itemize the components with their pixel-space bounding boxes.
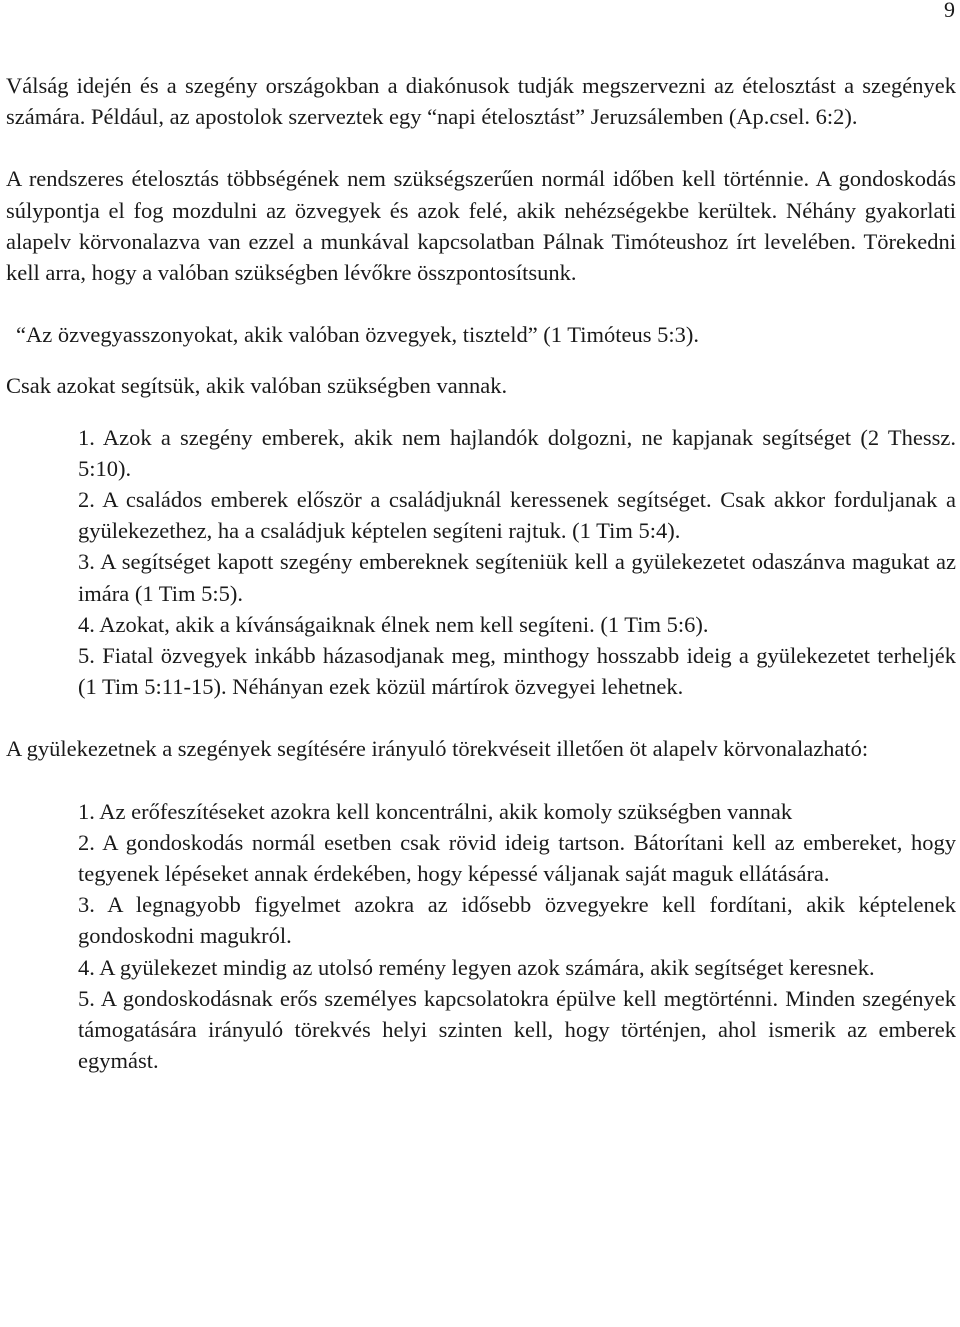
paragraph-five-principles: A gyülekezetnek a szegények segítésére irányuló törekvéseit illetően öt alapelv körvonalazható: [6,736,869,762]
list-item: 1. Azok a szegény emberek, akik nem hajlandók dolgozni, ne kapjanak segítséget (2 Thessz. 5:10). [78,424,956,481]
scripture-quote: “Az özvegyasszonyokat, akik valóban özvegyek, tiszteld” (1 Timóteus 5:3). [16,322,699,348]
list-item: 2. A családos emberek először a családjuknál keressenek segítséget. Csak akkor forduljanak a gyülekezethez, ha a családjuk képtelen segíteni rajtuk. (1 Tim 5:4). [78,487,956,544]
principles-list-church [6,796,956,1077]
list-item: 2. A gondoskodás normál esetben csak rövid ideig tartson. Bátorítani kell az embereket, hogy tegyenek lépéseket annak érdekében, hogy képessé váljanak saját maguk ellátására. [78,829,956,887]
paragraph-regular-distribution: A rendszeres ételosztás többségének nem szükségszerűen normál időben kell történnie. A gondoskodás súlypontja el fog mozdulni az özvegyek és azok felé, akik nehézségekbe kerültek. Néhány gyakorlati alapelv körvonalazva van ezzel a munkával kapcsolatban Pálnak Timóteushoz írt levelében. Törekedni kell arra, hogy a valóban szükségben lévőkre összpontosítsunk. [6,166,956,286]
paragraph-help-only-needy: Csak azokat segítsük, akik valóban szükségben vannak. [6,373,508,399]
list-item: 5. A gondoskodásnak erős személyes kapcsolatokra épülve kell megtörténni. Minden szegények támogatására irányuló törekvés helyi szinten kell, hogy történjen, ahol ismerik az emberek egymást. [78,985,956,1074]
list-item: 1. Az erőfeszítéseket azokra kell koncentrálni, akik komoly szükségben vannak [78,798,793,824]
paragraph-food-distribution: Válság idején és a szegény országokban a diakónusok tudják megszervezni az ételosztást a szegények számára. Például, az apostolok szerveztek egy “napi ételosztást” Jeruzsálemben (Ap.csel. 6:2). [6,73,956,130]
page-number: 9 [944,0,955,22]
list-item: 3. A segítséget kapott szegény embereknek segíteniük kell a gyülekezetet odaszánva magukat az imára (1 Tim 5:5). [78,549,956,606]
principles-list-timothy [6,422,956,703]
list-item: 3. A legnagyobb figyelmet azokra az idősebb özvegyekre kell fordítani, akik képtelenek gondoskodni magukról. [78,892,956,949]
document-body [6,70,956,1076]
list-item: 5. Fiatal özvegyek inkább házasodjanak meg, minthogy hosszabb ideig a gyülekezetet terheljék (1 Tim 5:11-15). Néhányan ezek közül mártírok özvegyei lehetnek. [78,643,956,700]
list-item: 4. Azokat, akik a kívánságaiknak élnek nem kell segíteni. (1 Tim 5:6). [78,611,709,637]
list-item: 4. A gyülekezet mindig az utolsó remény legyen azok számára, akik segítséget keresnek. [78,954,875,980]
